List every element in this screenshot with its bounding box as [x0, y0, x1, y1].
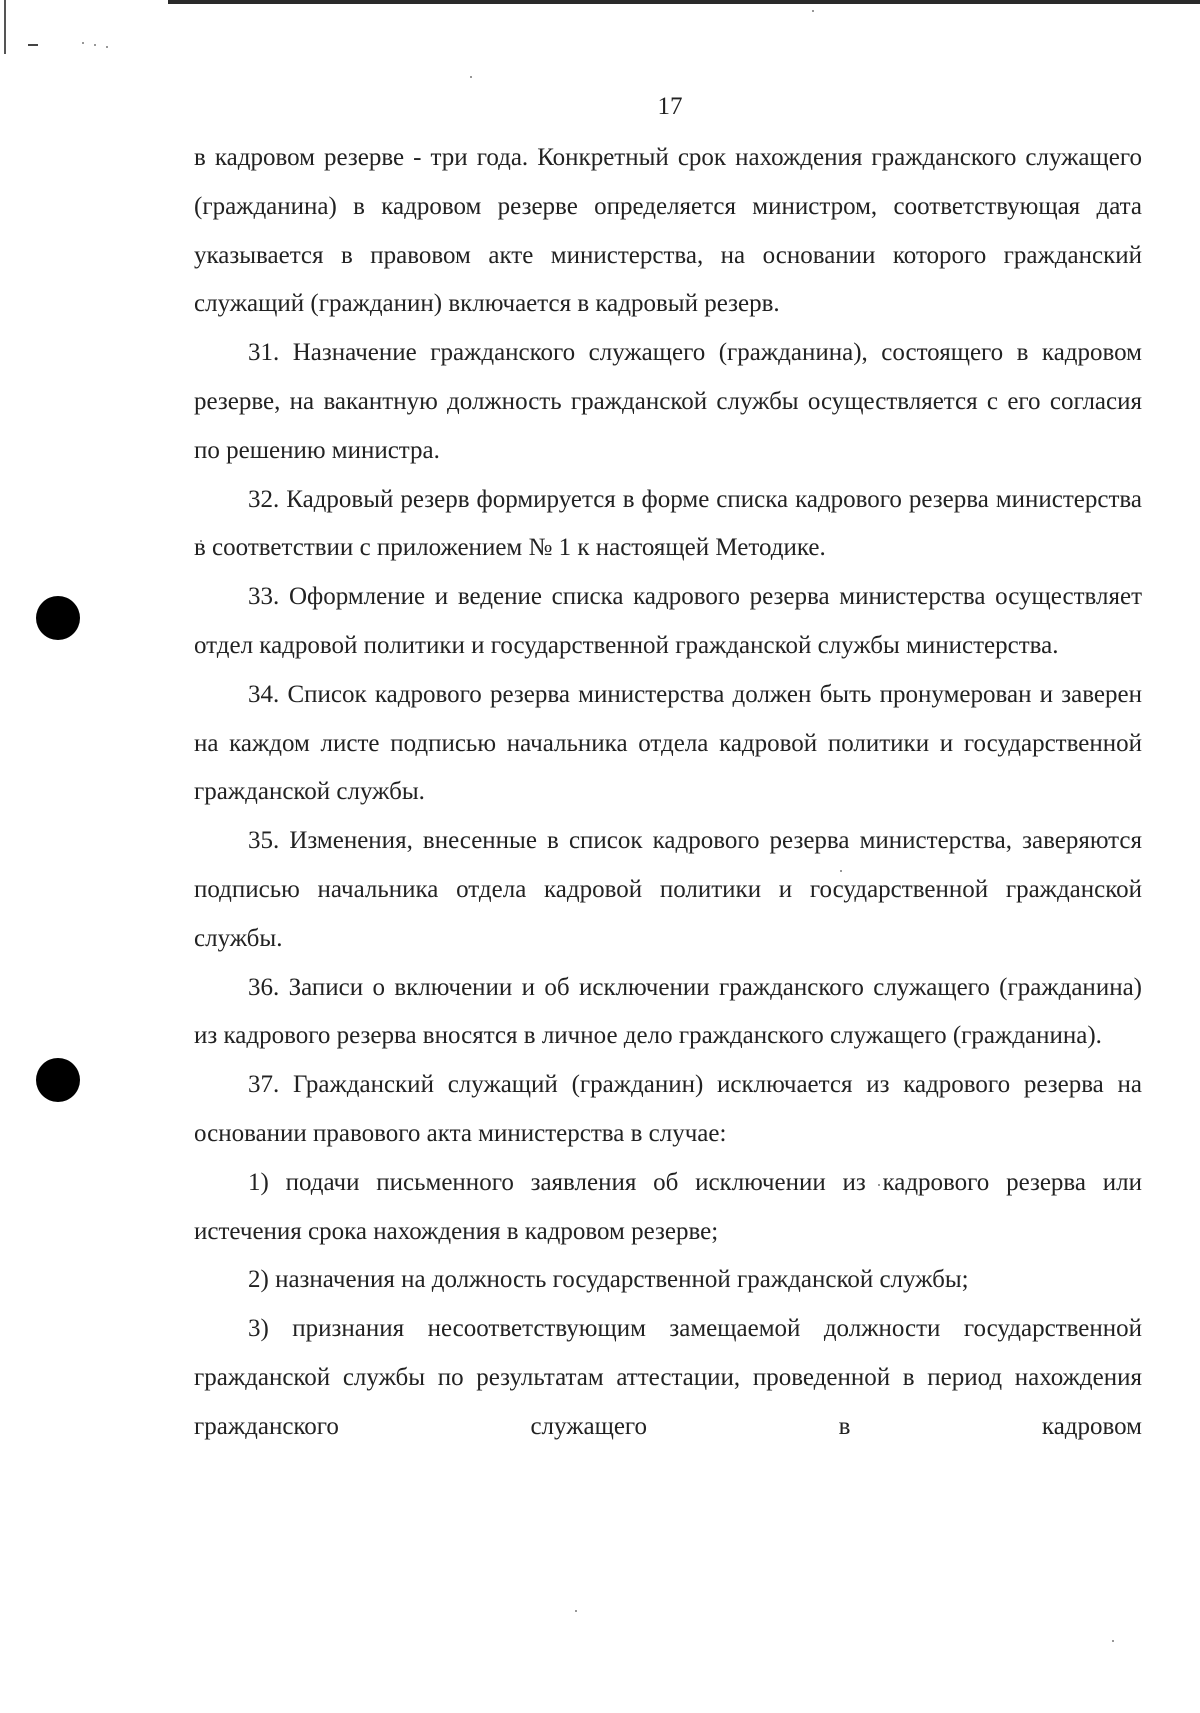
- paragraph-37: 37. Гражданский служащий (гражданин) исключается из кадрового резерва на основании правового акта министерства в случае:: [194, 1071, 1142, 1147]
- scan-speck: [575, 1610, 577, 1612]
- document-body: [194, 134, 1142, 1452]
- punch-hole-lower: [36, 1058, 80, 1102]
- scan-speck: [470, 76, 472, 78]
- paragraph-34: 34. Список кадрового резерва министерства должен быть пронумерован и заверен на каждом листе подписью начальника отдела кадровой политики и государственной гражданской службы.: [194, 680, 1142, 806]
- page-number: 17: [657, 93, 683, 120]
- paragraph-36: 36. Записи о включении и об исключении гражданского служащего (гражданина) из кадрового резерва вносятся в личное дело гражданского служащего (гражданина).: [194, 973, 1142, 1050]
- scan-artifact-dash: [28, 44, 38, 46]
- paragraph-continuation: в кадровом резерве - три года. Конкретный срок нахождения гражданского служащего (гражданина) в кадровом резерве определяется министром, соответствующая дата указывается в правовом акте министерства, на основании которого гражданский служащий (гражданин) включается в кадровый резерв.: [194, 144, 1142, 318]
- paragraph-32: 32. Кадровый резерв формируется в форме списка кадрового резерва министерства в соответствии с приложением № 1 к настоящей Методике.: [194, 485, 1142, 562]
- paragraph-31: 31. Назначение гражданского служащего (гражданина), состоящего в кадровом резерве, на вакантную должность гражданской службы осуществляется с его согласия по решению министра.: [194, 339, 1142, 464]
- top-scan-edge: [168, 0, 1200, 4]
- scan-speck: [82, 42, 84, 44]
- list-item-37-2: 2) назначения на должность государственной гражданской службы;: [248, 1266, 969, 1294]
- list-item-37-1: 1) подачи письменного заявления об исключении из кадрового резерва или истечения срока нахождения в кадровом резерве;: [194, 1168, 1142, 1245]
- scan-speck: [812, 10, 814, 12]
- scan-speck: [1112, 1640, 1114, 1642]
- scan-speck: [106, 46, 108, 48]
- scan-speck: [94, 44, 96, 46]
- punch-hole-upper: [36, 596, 80, 640]
- left-scan-edge: [4, 0, 6, 54]
- list-item-37-3: 3) признания несоответствующим замещаемой должности государственной гражданской службы по результатам аттестации, проведенной в период нахождения гражданского служащего в кадровом: [194, 1315, 1142, 1440]
- paragraph-35: 35. Изменения, внесенные в список кадрового резерва министерства, заверяются подписью начальника отдела кадровой политики и государственной гражданской службы.: [194, 827, 1142, 952]
- paragraph-33: 33. Оформление и ведение списка кадрового резерва министерства осуществляет отдел кадровой политики и государственной гражданской службы министерства.: [194, 583, 1142, 659]
